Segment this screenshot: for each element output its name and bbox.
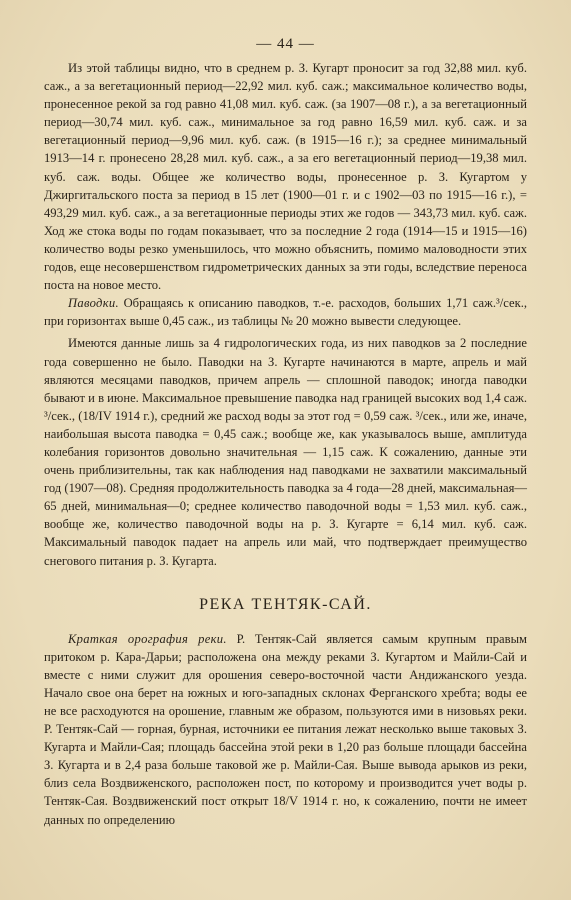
section-title: РЕКА ТЕНТЯК-САЙ. [199,595,372,613]
floods-heading: Паводки. [68,296,119,311]
paragraph-runoff-summary: Из этой таблицы видно, что в среднем р. З. Кугарт проносит за год 32,88 мил. куб. саж., а за вегетационный период—22,92 мил. куб. саж.; максимальное количество воды, пронесенное рекой за год равно 41,08 мил. куб. саж. (за 1907—08 г.), а за вегетационный период—30,74 мил. куб. саж., минимальное за год равно 16,59 мил. куб. саж. и за вегетационный период—9,96 мил. куб. саж. (в 1915—16 г.); за среднее минимальный 1913—14 г. пронесено 28,28 мил. куб. саж., а за его вегетационный период—19,38 мил. куб. саж. воды. Общее же количество воды, пронесенное р. З. Кугартом у Джиргитальского поста за период в 15 лет (1900—01 г. и с 1902—03 по 1915—16 г.), = 493,29 мил. куб. саж., а за вегетационные периоды этих же годов — 343,73 мил. куб. саж. Ход же стока воды по годам показывает, что за последние 2 года (1914—15 и 1915—16) количество воды резко уменьшилось, что можно объяснить, помимо маловодности этих годов, еще несовершенством гидрометрических данных за эти годы, вследствие переноса поста на новое место. [44,61,527,293]
paragraph-orography [44,630,527,829]
orography-text: Р. Тентяк-Сай является самым крупным правым притоком р. Кара-Дарьи; расположена она между реками З. Кугартом и Майли-Сай и вместе с ними служит для орошения северо-восточной части Андижанского уезда. Начало свое она берет на южных и юго-западных склонах Ферганского хребта; воды ее не все расходуются на орошение, главным же образом, пользуются ими в низовьях реки. Р. Тентяк-Сай — горная, бурная, источники ее питания лежат несколько выше таковых З. Кугарта и Майли-Сая; площадь бассейна этой реки в 1,20 раз больше площади бассейна З. Кугарта и в 2,4 раза больше таковой же р. Майли-Сая. Выше вывода арыков из реки, близ села Воздвиженского, расположен пост, по которому и производится учет воды р. Тентяк-Сая. Воздвиженский пост открыт 18/V 1914 г. но, к сожалению, почти не имеет данных по определению [44,631,527,827]
page-number: — 44 — [256,36,315,52]
paragraph-floods-intro [44,294,527,330]
orography-heading: Краткая орография реки. [68,631,227,646]
paragraph-floods-detail: Имеются данные лишь за 4 гидрологических года, из них паводков за 2 последние года совершенно не было. Паводки на З. Кугарте начинаются в марте, апрель и май являются месяцами паводков, причем апрель — сплошной паводок; иногда паводки бывают и в июне. Максимальное превышение паводка над границей высоких вод 1,4 саж. ³/сек., (18/IV 1914 г.), средний же расход воды за этот год = 0,59 саж. ³/сек., или же, иначе, наибольшая высота паводка = 0,45 саж.; вообще же, как указывалось выше, амплитуда колебания горизонтов довольно значительная — 1,15 саж. К сожалению, данные эти очень приблизительны, так как наблюдения над паводками не захватили максимальный год (1907—08). Средняя продолжительность паводка за 4 года—28 дней, максимальная—65 дней, минимальная—0; среднее количество паводочной воды = 1,53 мил. куб. саж., вообще же, количество паводочной воды на р. З. Кугарте = 6,14 мил. куб. саж. Максимальный паводок падает на апрель или май, что подтверждает преимущество снегового питания р. З. Кугарта. [44,336,527,568]
floods-intro-text: Обращаясь к описанию паводков, т.-е. расходов, больших 1,71 саж.³/сек., при горизонтах выше 0,45 саж., из таблицы № 20 можно вывести следующее. [44,296,527,329]
